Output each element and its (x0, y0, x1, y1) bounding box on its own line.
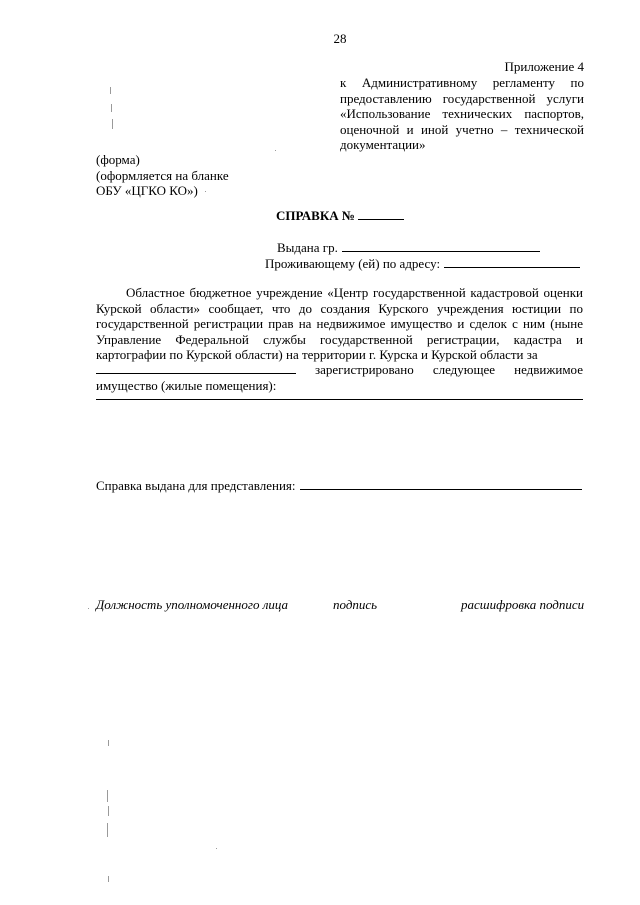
certificate-number-blank[interactable] (358, 208, 404, 220)
row-word: недвижимое (514, 362, 583, 377)
paragraph-text: Областное бюджетное учреждение «Центр государственной кадастровой оценки Курской области» сообщает, что до создания Курского учреждения юстиции по государственной регистрации прав на недвижимое имущество и сделок с ним (ныне Управление Федеральной службы государственной регистрации, кадастра и картографии по Курской области) на территории г. Курска и Курской области за (96, 285, 583, 362)
page-number: 28 (333, 31, 347, 46)
address-label: Проживающему (ей) по адресу: (265, 256, 441, 271)
row-word: зарегистрировано (315, 362, 414, 377)
signature-sign: подпись (333, 597, 378, 612)
scan-mark (275, 150, 276, 151)
signature-position: Должность уполномоченного лица (96, 597, 289, 612)
document-heading (0, 208, 640, 224)
scan-mark (108, 876, 109, 882)
scan-mark (108, 740, 109, 746)
issued-to-blank[interactable] (342, 240, 540, 252)
property-blank-line[interactable] (96, 399, 583, 400)
issued-for-label: Справка выдана для представления: (96, 478, 296, 493)
appendix-title: Приложение 4 (504, 59, 584, 74)
scan-mark (88, 608, 89, 609)
address-blank[interactable] (444, 256, 580, 268)
form-note-line: ОБУ «ЦГКО КО») (96, 183, 198, 198)
property-label: имущество (жилые помещения): (96, 378, 277, 393)
signature-decoding: расшифровка подписи (461, 597, 585, 612)
address-row (265, 256, 580, 272)
scan-mark (108, 806, 109, 816)
period-row-text (315, 362, 583, 378)
period-blank[interactable] (96, 362, 296, 374)
scan-mark (205, 191, 206, 192)
scan-mark (111, 104, 112, 112)
scan-mark (112, 119, 113, 129)
scan-mark (216, 848, 217, 849)
form-note (96, 152, 229, 199)
issued-for-row (96, 478, 582, 494)
scan-mark (107, 823, 108, 837)
scan-mark (107, 790, 108, 802)
scan-mark (110, 87, 111, 94)
heading-text: СПРАВКА № (276, 208, 355, 223)
form-note-line: (форма) (96, 152, 140, 167)
issued-for-blank[interactable] (300, 478, 582, 490)
appendix-body: к Административному регламенту по предоставлению государственной услуги «Использование технических паспортов, оценочной и иной учетно – технической документации» (340, 75, 584, 152)
issued-to-row (277, 240, 540, 256)
row-word: следующее (432, 362, 496, 377)
body-paragraph (96, 285, 583, 363)
issued-to-label: Выдана гр. (277, 240, 338, 255)
form-note-line: (оформляется на бланке (96, 167, 229, 183)
